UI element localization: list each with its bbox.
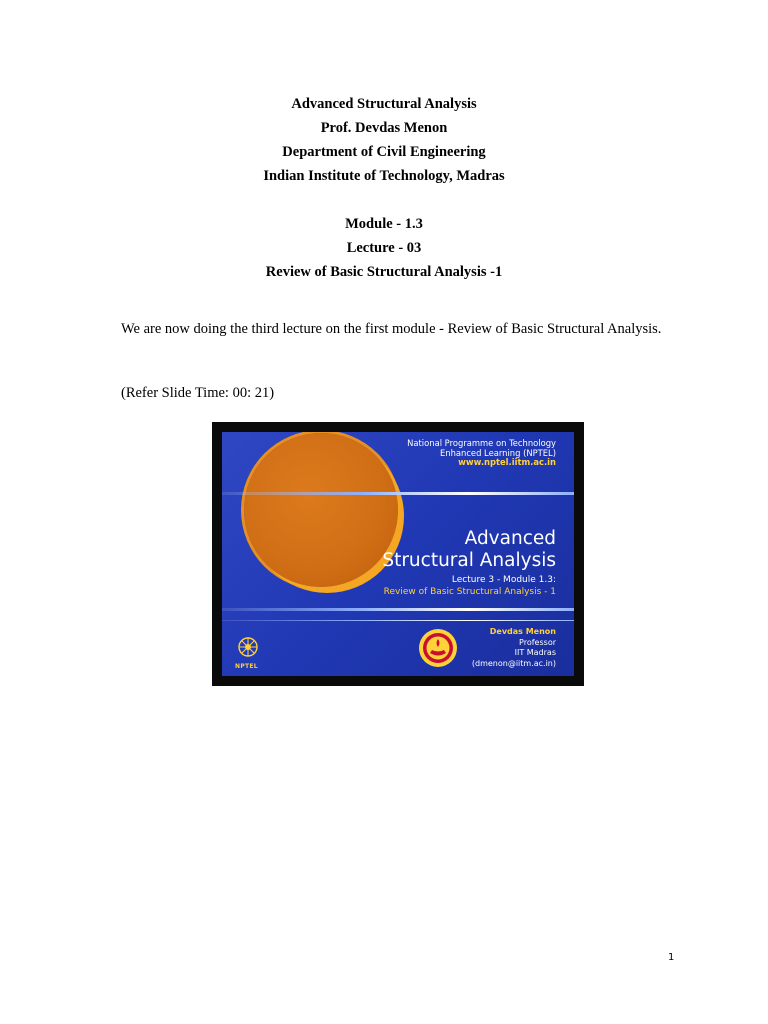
program-line-1: National Programme on Technology: [407, 438, 556, 448]
lecture-number: Lecture - 03: [346, 240, 422, 256]
author-email: (dmenon@iitm.ac.in): [471, 658, 556, 668]
nptel-logo-label: NPTEL: [235, 663, 258, 670]
program-url: www.nptel.iitm.ac.in: [458, 457, 556, 467]
slide-title-line-1: Advanced: [464, 528, 556, 549]
author-affiliation: IIT Madras: [514, 648, 556, 657]
intro-paragraph: We are now doing the third lecture on the first module - Review of Basic Structural Analysis.: [121, 321, 662, 337]
orange-circle-graphic: [244, 433, 398, 587]
slide-author-block: [472, 627, 556, 669]
slide-title-line-2: Structural Analysis: [382, 550, 556, 571]
lecture-title: Review of Basic Structural Analysis -1: [265, 264, 503, 280]
page-number: 1: [668, 952, 675, 963]
professor-name: Prof. Devdas Menon: [320, 120, 448, 136]
department-name: Department of Civil Engineering: [282, 144, 486, 160]
slide-image: [212, 422, 584, 686]
slide-subtitle-2: Review of Basic Structural Analysis - 1: [383, 587, 556, 597]
slide-subtitle: Lecture 3 - Module 1.3:: [451, 575, 556, 585]
program-info: [407, 439, 556, 468]
slide-divider-top: [222, 492, 574, 495]
refer-slide-time: (Refer Slide Time: 00: 21): [121, 385, 275, 401]
author-name: Devdas Menon: [489, 627, 556, 636]
program-line-2: Enhanced Learning (NPTEL): [439, 447, 556, 458]
institute-name: Indian Institute of Technology, Madras: [263, 168, 505, 184]
module-number: Module - 1.3: [345, 216, 423, 232]
document-header: [0, 92, 768, 284]
slide-divider-bottom: [222, 608, 574, 611]
author-role: Professor: [519, 637, 556, 647]
slide-divider-thin: [222, 620, 574, 621]
slide-content: [222, 432, 574, 676]
header-spacer: [0, 188, 768, 212]
iit-madras-seal-icon: [418, 628, 458, 668]
course-title: Advanced Structural Analysis: [291, 96, 477, 112]
